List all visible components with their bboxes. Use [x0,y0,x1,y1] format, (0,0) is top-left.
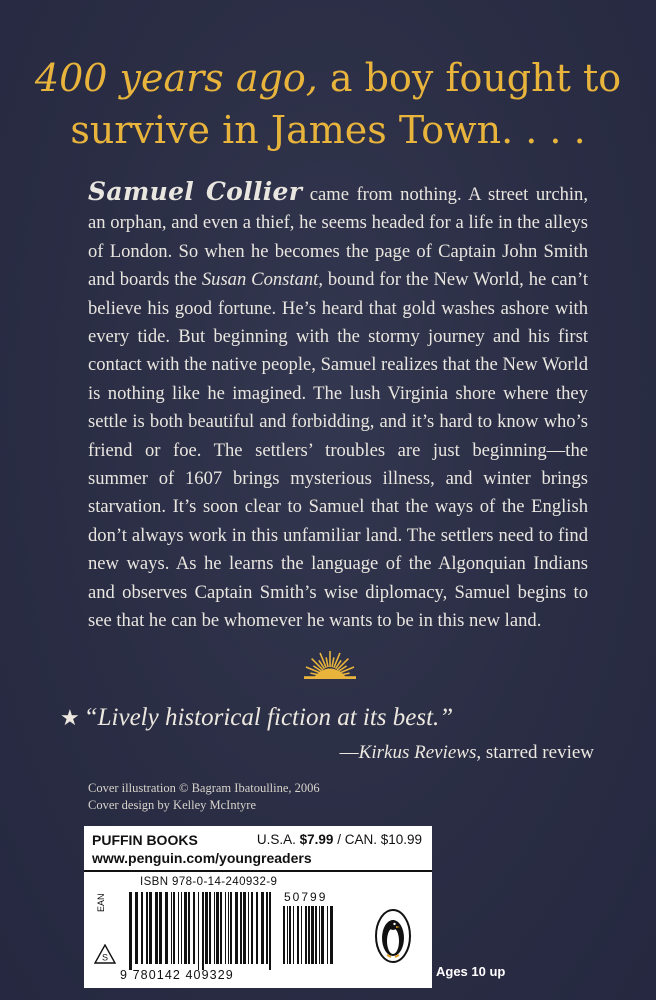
quote-text: “Lively historical fiction at its best.” [83,704,454,731]
addon-digits: 50799 [284,890,328,904]
price-us-label: U.S.A. [256,832,300,847]
headline-emphasis: 400 years ago, [34,56,318,100]
age-range: Ages 10 up [436,964,506,979]
ean-barcode [128,892,272,970]
price-us: $7.99 [299,832,334,847]
isbn-text: ISBN 978-0-14-240932-9 [140,876,278,888]
publisher-url: www.penguin.com/youngreaders [92,850,312,866]
cover-credits [88,780,320,814]
headline-line2: survive in James Town. . . . [70,108,586,152]
blurb-text-1: came from nothing. A street urchin, an orphan, and even a thief, he seems headed for a life in the alleys of London. So when he becomes the page of Captain John Smith and boards the [88,184,588,291]
ship-name: Susan Constant [201,269,319,291]
headline-line1: a boy fought to [317,56,622,100]
headline [0,52,656,156]
illustration-credit: Cover illustration © Bagram Ibatoulline, 2006 [88,781,320,795]
imprint-name: PUFFIN BOOKS [92,832,198,848]
ean-label: EAN [96,893,106,912]
sun-ornament-icon [290,644,370,684]
review-publication: Kirkus Reviews [358,742,477,763]
price-can-label: / CAN. [333,832,381,847]
review-quote [60,704,620,732]
divider [84,870,432,872]
price-can: $10.99 [380,832,422,847]
price-info [257,832,422,847]
penguin-logo-icon [374,908,412,964]
blurb-paragraph [88,178,588,636]
blurb-text-2: , bound for the New World, he can’t believe his good fortune. He’s heard that gold washes ashore with every tide. But beginning with the stormy journey and his first contact with the native people, Samuel realizes that the New World is nothing like he imagined. The lush Virginia shore where they settle is both beautiful and forbidding, and it’s hard to know who’s friend or foe. The settlers’ troubles are just beginning—the summer of 1607 brings mysterious illness, and winter brings starvation. It’s soon clear to Samuel that the ways of the English don’t always work in this unfamiliar land. The settlers need to find new ways. As he learns the language of the Algonquian Indians and observes Captain Smith’s wise diplomacy, Samuel begins to see that he can be whomever he wants to be in this new land. [88,269,588,632]
star-icon: ★ [60,705,80,730]
recycle-letter: S [101,952,109,963]
review-suffix: , starred review [476,742,594,763]
character-name: Samuel Collier [88,177,303,206]
recycle-triangle-icon [94,944,116,964]
review-attribution [340,742,594,764]
design-credit: Cover design by Kelley McIntyre [88,798,257,812]
price-addon-barcode [282,906,336,970]
attribution-dash: — [339,742,359,763]
barcode-digits: 9 780142 409329 [120,968,234,982]
barcode-panel [84,826,432,988]
